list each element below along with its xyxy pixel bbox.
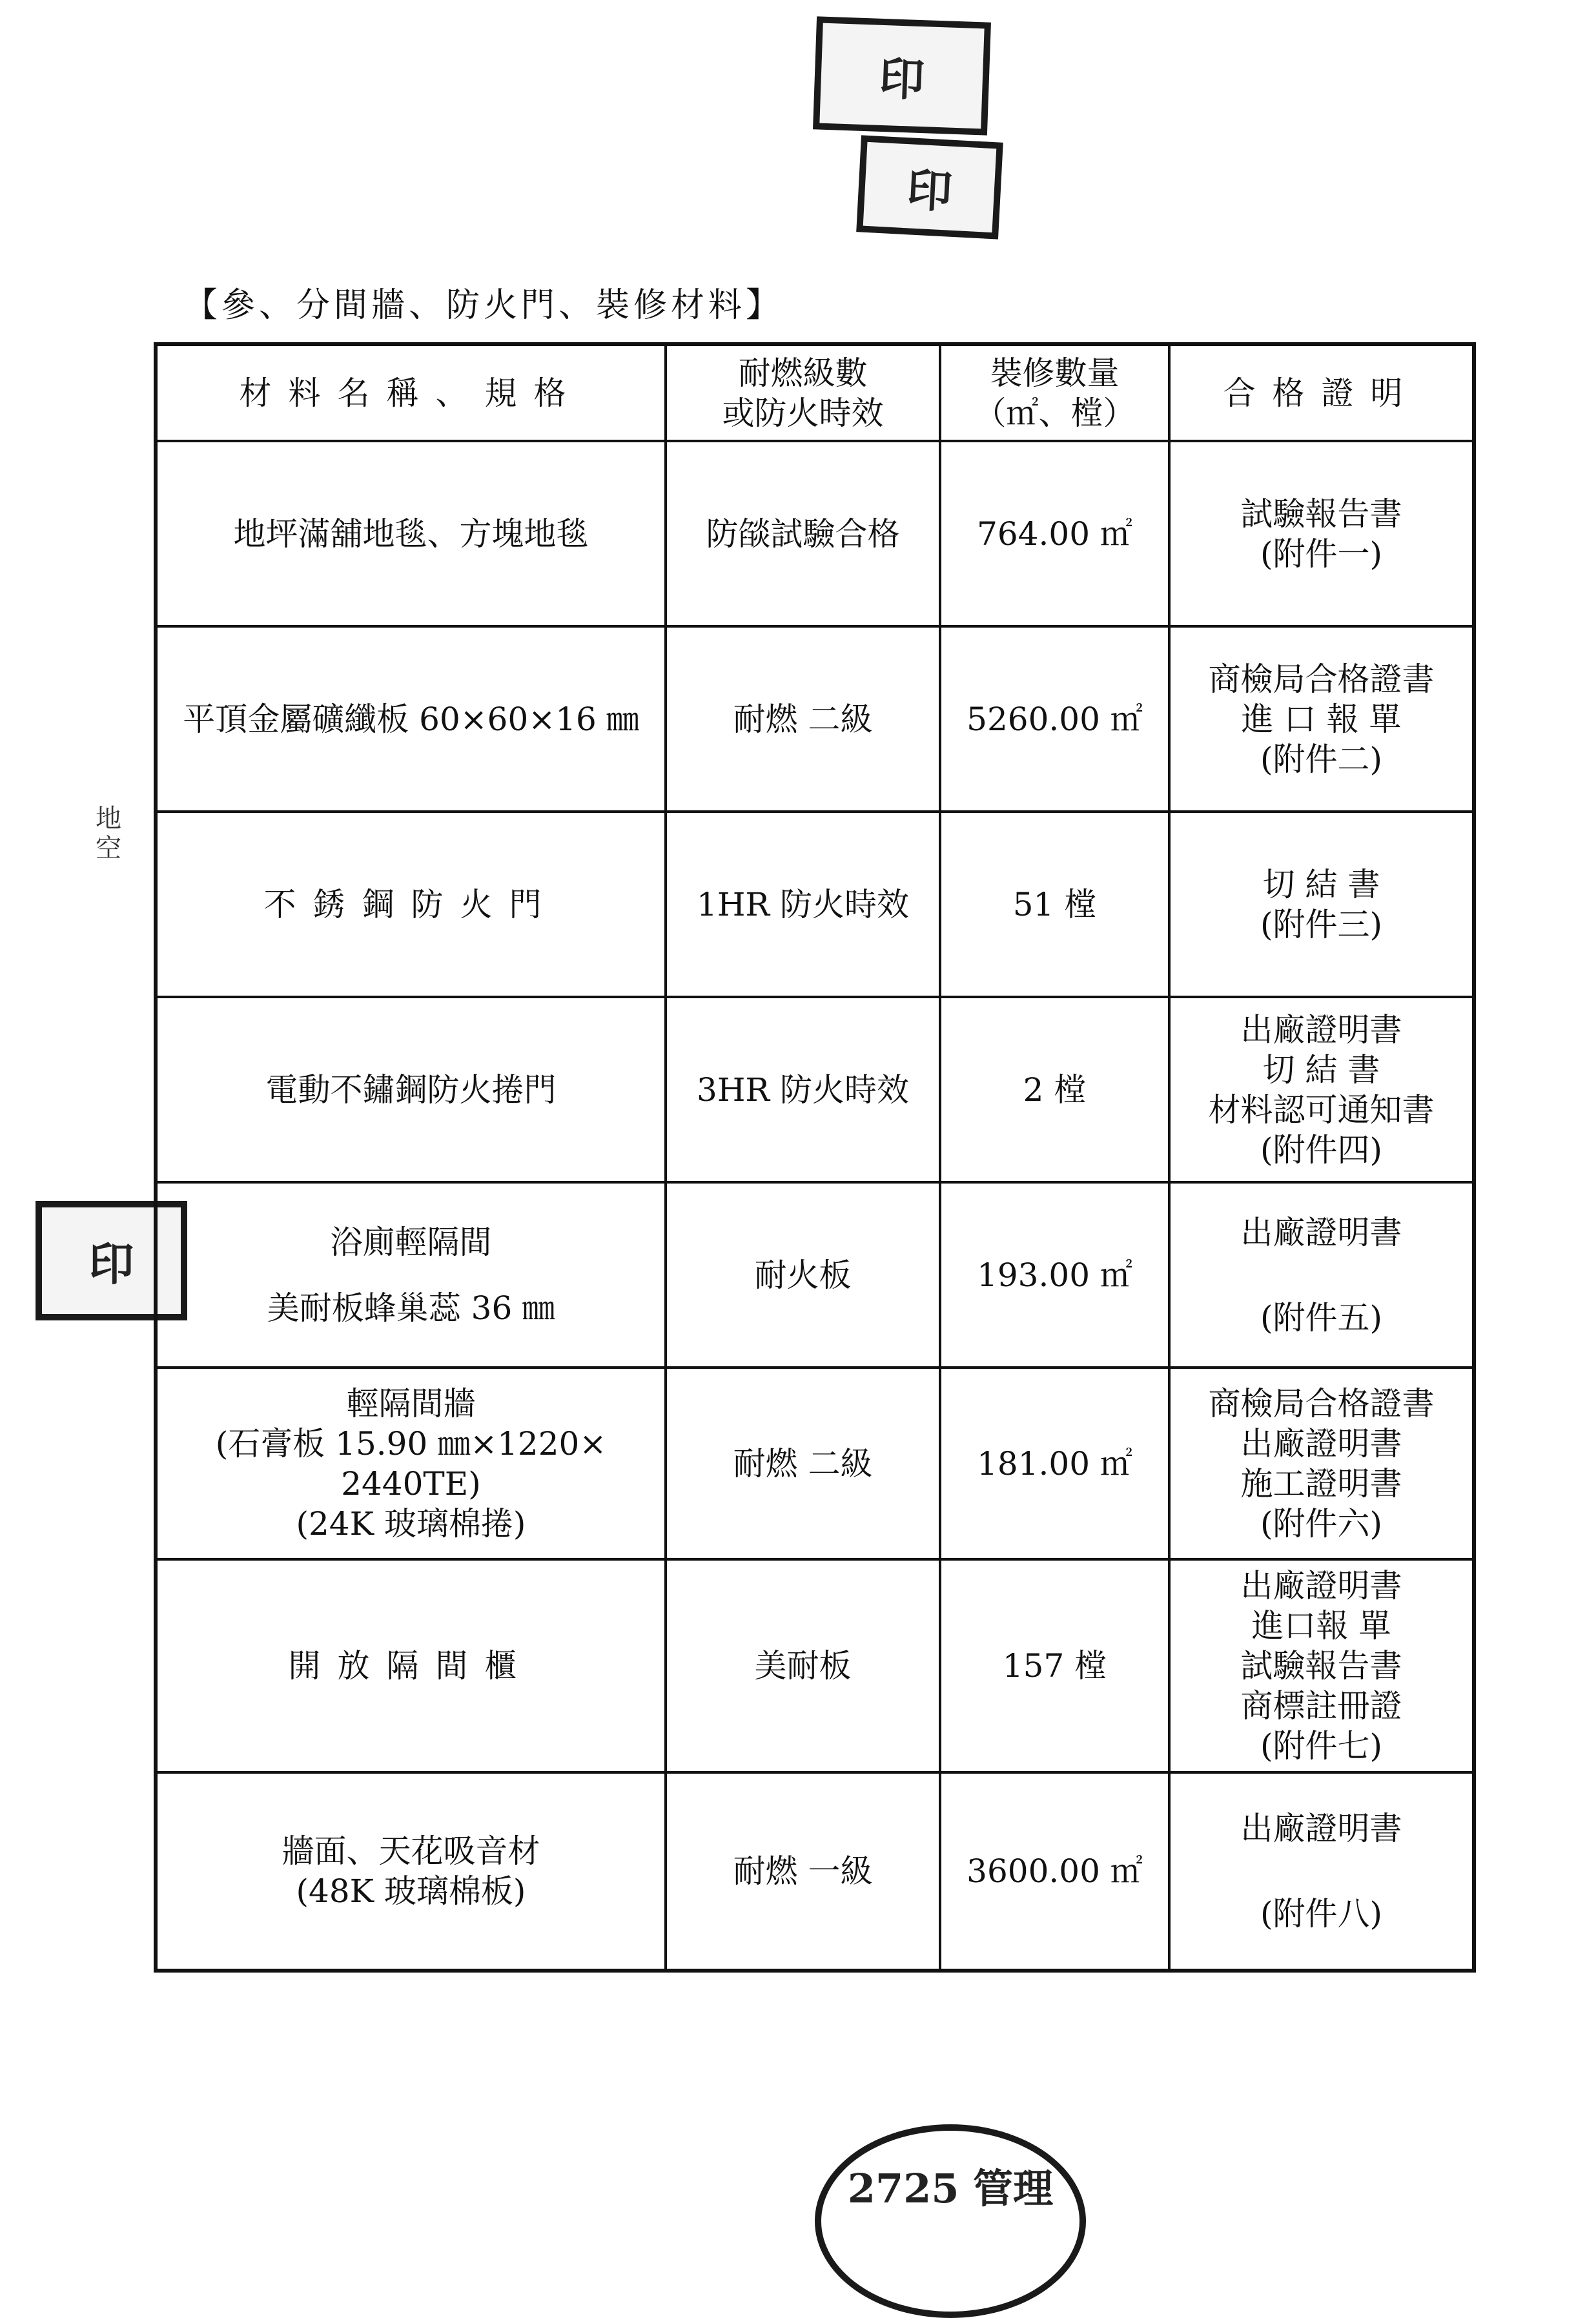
fire-rating: 3HR 防火時效 — [666, 997, 940, 1182]
material-name: 電動不鏽鋼防火捲門 — [156, 997, 666, 1182]
seal-stamp-bottom: 2725 管理 — [815, 2124, 1086, 2318]
material-name: 開放隔間櫃 — [156, 1559, 666, 1772]
certificate: 切 結 書 (附件三) — [1169, 812, 1474, 997]
table-row — [156, 1368, 1474, 1559]
material-name: 地坪滿舖地毯、方塊地毯 — [156, 441, 666, 626]
table-row — [156, 626, 1474, 812]
section-title: 【參、分間牆、防火門、裝修材料】 — [184, 286, 784, 325]
header-name: 材料名稱、規格 — [156, 344, 666, 441]
certificate: 出廠證明書 (附件八) — [1169, 1772, 1474, 1971]
materials-table — [154, 342, 1476, 1973]
seal-stamp-top-secondary: 印 — [856, 135, 1003, 239]
certificate: 出廠證明書 (附件五) — [1169, 1182, 1474, 1368]
quantity: 5260.00 ㎡ — [940, 626, 1169, 812]
material-name: 不銹鋼防火門 — [156, 812, 666, 997]
material-name: 平頂金屬礦纖板 60×60×16 ㎜ — [156, 626, 666, 812]
table-row — [156, 997, 1474, 1182]
table-row — [156, 1559, 1474, 1772]
fire-rating: 耐燃 一級 — [666, 1772, 940, 1971]
material-name: 浴廁輕隔間 美耐板蜂巢蕊 36 ㎜ — [156, 1182, 666, 1368]
certificate: 商檢局合格證書 出廠證明書 施工證明書 (附件六) — [1169, 1368, 1474, 1559]
quantity: 157 樘 — [940, 1559, 1169, 1772]
margin-mark: 地 空 — [96, 804, 121, 863]
table-row — [156, 812, 1474, 997]
header-rating: 耐燃級數 或防火時效 — [666, 344, 940, 441]
quantity: 181.00 ㎡ — [940, 1368, 1169, 1559]
fire-rating: 美耐板 — [666, 1559, 940, 1772]
fire-rating: 耐燃 二級 — [666, 1368, 940, 1559]
certificate: 試驗報告書 (附件一) — [1169, 441, 1474, 626]
quantity: 764.00 ㎡ — [940, 441, 1169, 626]
header-quantity: 裝修數量 （㎡、樘） — [940, 344, 1169, 441]
certificate: 出廠證明書 切 結 書 材料認可通知書 (附件四) — [1169, 997, 1474, 1182]
table-row — [156, 441, 1474, 626]
fire-rating: 防燄試驗合格 — [666, 441, 940, 626]
table-row — [156, 1182, 1474, 1368]
seal-stamp-top: 印 — [813, 16, 991, 135]
quantity: 193.00 ㎡ — [940, 1182, 1169, 1368]
table-header-row — [156, 344, 1474, 441]
fire-rating: 1HR 防火時效 — [666, 812, 940, 997]
fire-rating: 耐火板 — [666, 1182, 940, 1368]
quantity: 51 樘 — [940, 812, 1169, 997]
table-row — [156, 1772, 1474, 1971]
certificate: 出廠證明書 進口報 單 試驗報告書 商標註冊證 (附件七) — [1169, 1559, 1474, 1772]
material-name: 輕隔間牆 (石膏板 15.90 ㎜×1220× 2440TE) (24K 玻璃棉捲) — [156, 1368, 666, 1559]
quantity: 3600.00 ㎡ — [940, 1772, 1169, 1971]
fire-rating: 耐燃 二級 — [666, 626, 940, 812]
seal-stamp-left: 印 — [36, 1201, 187, 1320]
header-certificate: 合格證明 — [1169, 344, 1474, 441]
certificate: 商檢局合格證書 進 口 報 單 (附件二) — [1169, 626, 1474, 812]
material-name: 牆面、天花吸音材 (48K 玻璃棉板) — [156, 1772, 666, 1971]
quantity: 2 樘 — [940, 997, 1169, 1182]
